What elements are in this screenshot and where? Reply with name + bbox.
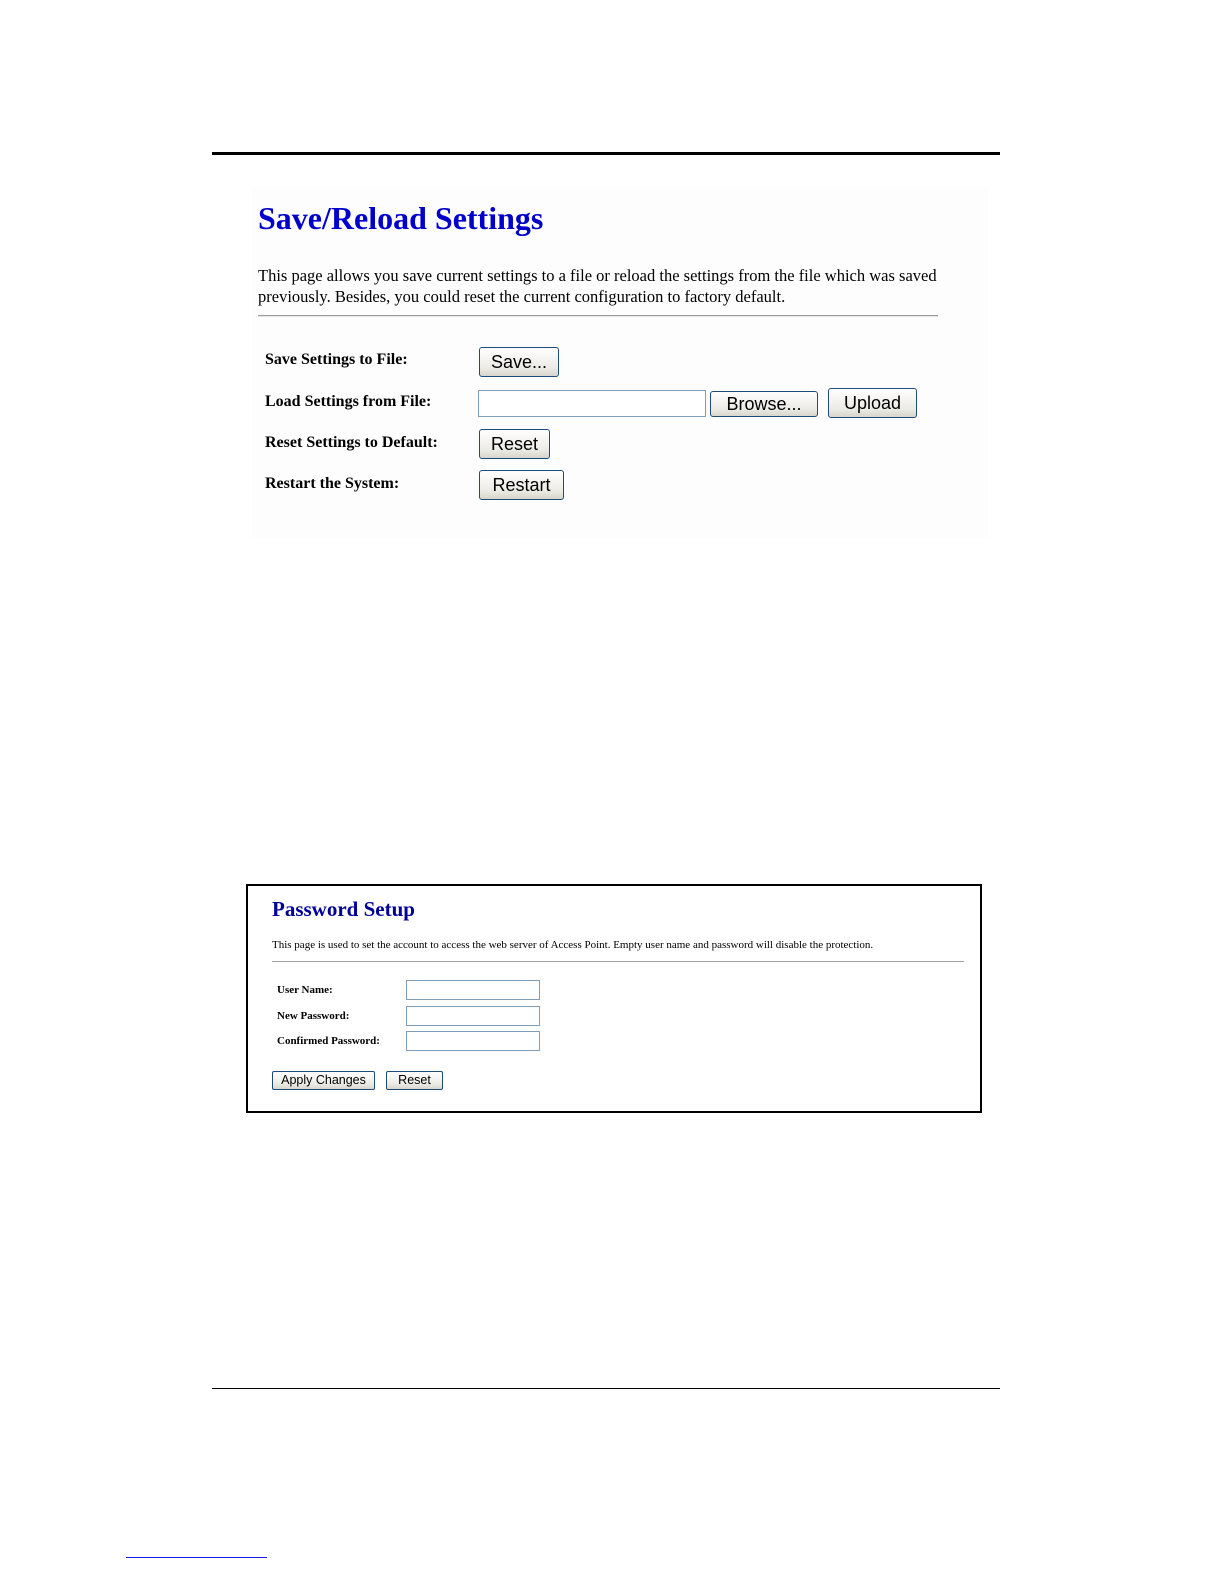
confirmed-password-input[interactable]	[406, 1031, 540, 1051]
browse-button[interactable]: Browse...	[710, 391, 818, 417]
save-button[interactable]: Save...	[479, 347, 559, 377]
confirmed-password-label: Confirmed Password:	[277, 1035, 380, 1047]
page-top-rule	[212, 152, 1000, 155]
password-setup-divider	[272, 961, 964, 962]
settings-file-input[interactable]	[478, 390, 706, 417]
new-password-label: New Password:	[277, 1010, 350, 1022]
restart-system-label: Restart the System:	[265, 475, 400, 492]
user-name-label: User Name:	[277, 984, 333, 996]
page-bottom-rule	[212, 1388, 1000, 1389]
password-setup-title: Password Setup	[272, 897, 415, 921]
load-settings-label: Load Settings from File:	[265, 393, 432, 410]
reset-settings-button[interactable]: Reset	[479, 429, 550, 459]
save-reload-title: Save/Reload Settings	[258, 200, 544, 236]
apply-changes-button[interactable]: Apply Changes	[272, 1071, 375, 1090]
password-reset-button[interactable]: Reset	[386, 1071, 443, 1090]
restart-button[interactable]: Restart	[479, 470, 564, 500]
save-reload-description: This page allows you save current settings to a file or reload the settings from the file which was saved previously. Besides, you could reset the current configuration to factory default.	[258, 266, 937, 306]
footer-link-underline	[126, 1557, 267, 1558]
reset-settings-label: Reset Settings to Default:	[265, 434, 438, 451]
password-setup-panel	[246, 884, 982, 1113]
save-reload-panel	[252, 188, 988, 538]
password-setup-description: This page is used to set the account to access the web server of Access Point. Empty user name and password will disable the protection.	[272, 939, 874, 951]
upload-button[interactable]: Upload	[828, 388, 917, 418]
new-password-input[interactable]	[406, 1006, 540, 1026]
user-name-input[interactable]	[406, 980, 540, 1000]
save-reload-divider	[258, 315, 938, 317]
save-settings-label: Save Settings to File:	[265, 351, 408, 368]
